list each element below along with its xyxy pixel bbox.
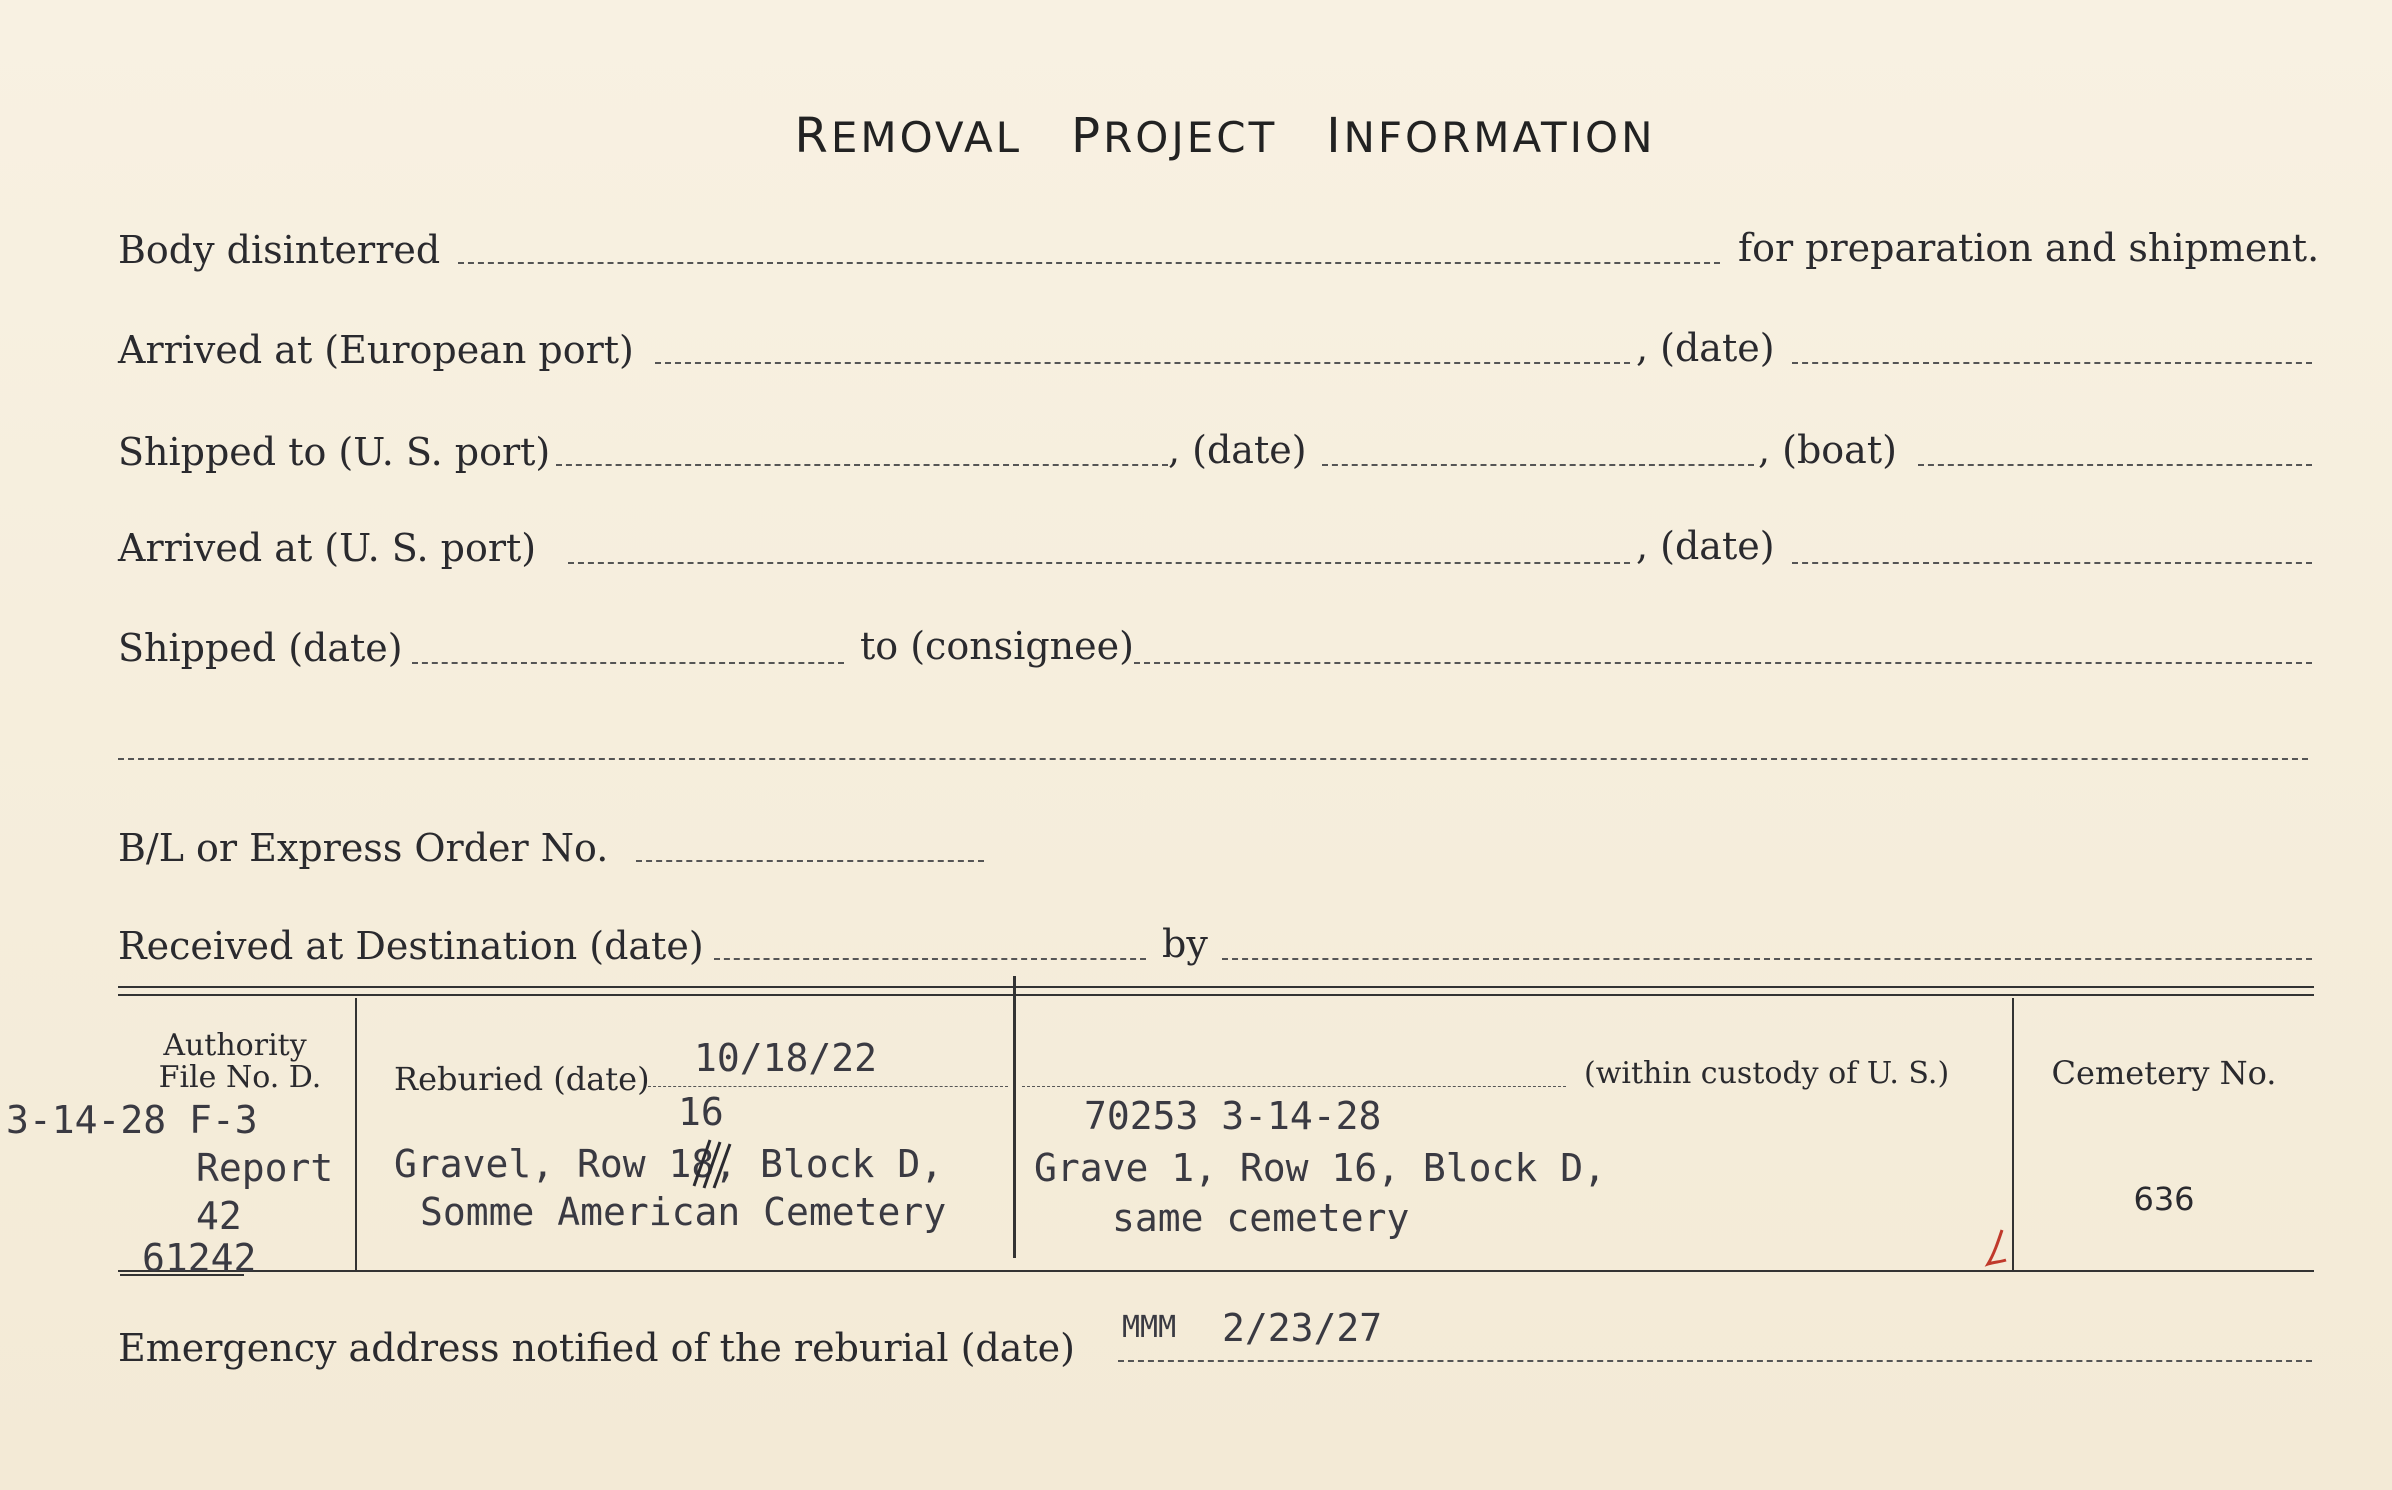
authority-label: Authority [163, 1028, 307, 1063]
received-by-field[interactable] [1222, 958, 2312, 960]
cemetery-no: 636 [2133, 1180, 2195, 1218]
received-date-field[interactable] [714, 958, 1146, 960]
reburied-date-field[interactable] [648, 1086, 1008, 1087]
consignee-field[interactable] [1134, 662, 2312, 664]
strikeout-mark [688, 1136, 736, 1190]
received-dest-label: Received at Destination (date) [118, 924, 704, 968]
reburied-label: Reburied (date) [394, 1060, 650, 1098]
table-divider-1 [355, 998, 357, 1270]
shipped-date-field[interactable] [1322, 464, 1754, 466]
authority-date-file: 3-14-28 F-3 [6, 1098, 258, 1142]
european-date-field[interactable] [1792, 362, 2312, 364]
boat-label: , (boat) [1758, 428, 1897, 472]
cemetery-no-label: Cemetery No. [2051, 1054, 2277, 1092]
european-port-field[interactable] [655, 362, 1630, 364]
file-no-label: File No. D. [158, 1060, 322, 1095]
shipped-date-label: Shipped (date) [118, 626, 403, 670]
arrived-us-label: Arrived at (U. S. port) [118, 526, 537, 570]
custody-location-line1: Grave 1, Row 16, Block D, [1034, 1146, 1606, 1190]
table-top-rule-1 [118, 986, 2314, 988]
bl-order-label: B/L or Express Order No. [118, 826, 609, 870]
shipped-to-us-label: Shipped to (U. S. port) [118, 430, 551, 474]
authority-file-number: 61242 [142, 1236, 257, 1280]
custody-location-line2: same cemetery [1112, 1196, 1410, 1240]
card-title: REMOVAL PROJECT INFORMATION [794, 108, 1656, 164]
date-label-3: , (date) [1636, 524, 1775, 568]
red-check-mark [1984, 1226, 2010, 1270]
custody-label: (within custody of U. S.) [1584, 1056, 1950, 1091]
row-correction: 16 [678, 1090, 724, 1134]
reburied-date: 10/18/22 [694, 1036, 878, 1080]
for-preparation-label: for preparation and shipment. [1738, 226, 2320, 270]
boat-field[interactable] [1918, 464, 2312, 466]
table-bottom-rule [118, 1270, 2314, 1272]
consignee-continuation-field[interactable] [118, 758, 2308, 760]
by-label: by [1162, 922, 1208, 966]
custody-field[interactable] [1022, 1086, 1566, 1087]
emergency-label: Emergency address notified of the reburial (date) [118, 1326, 1075, 1370]
authority-report-no: 42 [196, 1194, 242, 1238]
table-top-rule-2 [118, 994, 2314, 996]
table-divider-2 [1013, 976, 1016, 1258]
to-consignee-label: to (consignee) [860, 624, 1134, 668]
shipped-date-input[interactable] [412, 662, 844, 664]
reburied-location-line2: Somme American Cemetery [420, 1190, 947, 1234]
us-port-field[interactable] [556, 464, 1168, 466]
arrived-european-label: Arrived at (European port) [118, 328, 634, 372]
emergency-date-field[interactable] [1118, 1360, 2312, 1362]
body-disinterred-field[interactable] [458, 262, 1720, 264]
table-divider-3 [2012, 998, 2014, 1270]
emergency-date: 2/23/27 [1222, 1306, 1383, 1350]
bl-order-field[interactable] [636, 860, 984, 862]
body-disinterred-label: Body disinterred [118, 228, 441, 272]
authority-report: Report [196, 1146, 334, 1190]
authority-underline [120, 1274, 244, 1276]
custody-record: 70253 3-14-28 [1084, 1094, 1382, 1138]
emergency-initials: MMM [1122, 1310, 1177, 1345]
reburied-location-line1: Gravel, Row 18, Block D, [394, 1142, 944, 1186]
arrived-us-date-field[interactable] [1792, 562, 2312, 564]
date-label-2: , (date) [1168, 428, 1307, 472]
arrived-us-port-field[interactable] [568, 562, 1630, 564]
date-label-1: , (date) [1636, 326, 1775, 370]
